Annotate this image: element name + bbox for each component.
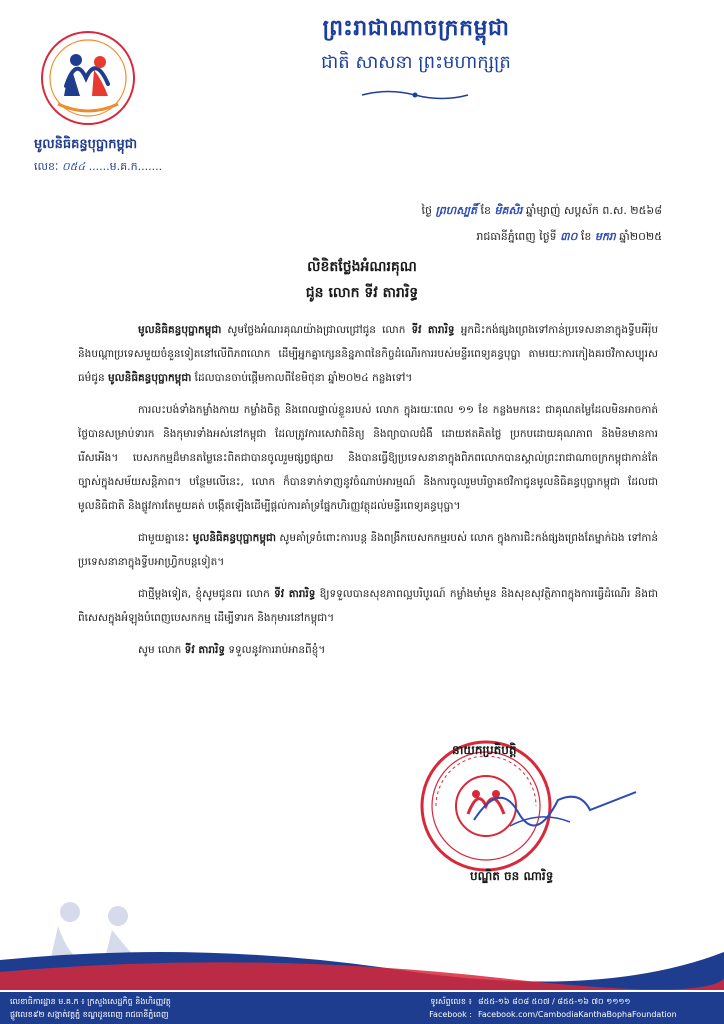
title-line-2: ជូន លោក ទីវ តារារិទ្ធ	[305, 285, 419, 301]
solar-date-line: រាជធានីភ្នំពេញ ថ្ងៃទី ៣០ ខែ មករា ឆ្នាំ២០២៥	[476, 230, 662, 243]
facebook-link[interactable]: Facebook.com/CambodiaKanthaBophaFoundation	[478, 1010, 677, 1019]
paragraph-1: មូលនិធិគន្ធបុប្ផាកម្ពុជា សូមថ្លែងអំណរគុណយ៉ាងជ្រាលជ្រៅជូន លោក ទីវ តារារិទ្ធ អ្នកជិះកង់ផ្សងព្រេងទៅកាន់ប្រទេសនានាក្នុងទ្វីបអឺរ៉ុប និងបណ្តាប្រទេសមួយចំនួនទៀតនៅលើពិភពលោក ដើម្បីអ្នកគ្នាក្សេននិន្នភាពនៃកិច្ចដំណើរការរបស់មន្ទីរពេទ្យគន្ធបុប្ផា តាមរយៈការកៀងគរថវិកាសប្បុរសធម៌ជូន មូលនិធិគន្ធបុប្ផាកម្ពុជា ដែលបានចាប់ផ្តើមកាលពីខែមិថុនា ឆ្នាំ២០២៤ កន្លងទៅ។	[78, 324, 659, 384]
lunar-date-line: ថ្ងៃ ព្រហស្បតិ៍ ខែ មិគសិរ ឆ្នាំម្សាញ់ សប្តស័ក ព.ស. ២៥៦៨	[421, 204, 662, 217]
handwritten-day: ព្រហស្បតិ៍	[435, 204, 477, 217]
reference-number-line	[34, 160, 162, 176]
paragraph-3: ជាមួយគ្នានេះ មូលនិធិគន្ធបុប្ផាកម្ពុជា សូមគាំទ្រចំពោះការបន្ត និងពង្រីកបេសកកម្មរបស់ លោក ក្នុងការជិះកង់ផ្សងព្រេងតែម្នាក់ឯង ទៅកាន់ប្រទេសនានាក្នុងទ្វីបអាហ្វ្រិកបន្តទៀត។	[78, 532, 658, 568]
footer-facebook: Facebook : Facebook.com/CambodiaKanthaBophaFoundation	[429, 1010, 677, 1019]
paragraph-4: ជាថ្មីម្តងទៀត, ខ្ញុំសូមជូនពរ លោក ទីវ តារារិទ្ធ ឱ្យទទួលបានសុខភាពល្អបរិបូរណ៍ កម្លាំងមាំមួន និងសុខសុវត្ថិភាពក្នុងការធ្វើដំណើរ និងជាពិសេសក្នុងអំឡុងបំពេញបេសកកម្ម ដើម្បីទារក និងកុមារនៅកម្ពុជា។	[78, 588, 658, 624]
handwritten-signature	[470, 770, 640, 840]
footer-bar	[0, 992, 724, 1024]
footer-address: លេខាធិការដ្ឋាន ម.គ.ក ៖ ក្រសួងសេដ្ឋកិច្ច និងហិរញ្ញវត្ថុ ផ្លូវលេខ៩២ សង្កាត់វត្តភ្នំ ខណ្ឌដូនពេញ រាជធានីភ្នំពេញ	[10, 997, 171, 1019]
header-flourish	[360, 88, 470, 102]
title-line-1: លិខិតថ្លែងអំណរគុណ	[307, 259, 417, 275]
handwritten-month: មិគសិរ	[494, 204, 523, 217]
national-motto: ជាតិ សាសនា ព្រះមហាក្សត្រ	[321, 52, 511, 73]
footer-phone: ទូរស័ព្ទលេខ ៖ ៨៥៥-១៦ ៨០៨ ៥០៧ / ៨៥៥-១៦ ៧០ ១១១១	[430, 997, 631, 1006]
signatory-name: បណ្ឌិត ចន ណារិទ្ធ	[470, 869, 554, 883]
ref-number: ០៥៤	[61, 160, 86, 173]
kingdom-name: ព្រះរាជាណាចក្រកម្ពុជា	[322, 16, 510, 41]
national-header	[236, 14, 596, 77]
paragraph-2: ការលះបង់ទាំងកម្លាំងកាយ កម្លាំងចិត្ត និងពេលផ្ទាល់ខ្លួនរបស់ លោក ក្នុងរយៈពេល ១១ ខែ កន្លងមកនេះ ជាគុណតម្លៃដែលមិនអាចកាត់ថ្លៃបានសម្រាប់ទារក និងកុមារទាំងអស់នៅកម្ពុជា ដែលត្រូវការសេវាពិនិត្យ និងព្យាបាលជំងឺ ដោយឥតគិតថ្លៃ ប្រកបដោយគុណភាព និងមិនមានការរើសអើង។ បេសកកម្មដ៏មានតម្លៃនេះពិតជាបានចូលរួមផ្សព្វផ្សាយ និងបានធ្វើឱ្យប្រទេសនានាក្នុងពិភពលោកបានស្គាល់ព្រះរាជាណាចក្រកម្ពុជាកាន់តែច្បាស់ក្នុងសម័យសន្តិភាព។ បន្ថែមលើនេះ, លោក ក៏បានទាក់ទាញនូវចំណាប់អារម្មណ៍ និងការចូលរួមបរិច្ចាគថវិកាជូនមូលនិធិគន្ធបុប្ផាកម្ពុជា ដែលជាមូលនិធិជាតិ និងផ្លូវការតែមួយគត់ បង្កើតឡើងដើម្បីផ្តល់ការគាំទ្រផ្នែកហិរញ្ញវត្ថុដល់មន្ទីរពេទ្យគន្ធបុប្ផា។	[78, 404, 658, 512]
letter-title	[0, 254, 724, 306]
org-name: មូលនិធិគន្ធបុប្ផាកម្ពុជា	[34, 137, 138, 152]
foundation-logo	[36, 26, 140, 130]
signatory-role: នាយកប្រតិបត្តិ	[452, 743, 517, 757]
footer-contacts	[412, 995, 712, 1021]
date-block	[242, 198, 662, 250]
letter-body	[78, 318, 658, 670]
footer-decoration	[0, 890, 724, 990]
ref-suffix: ......ម.គ.ក.......	[88, 160, 163, 173]
paragraph-5: សូម លោក ទីវ តារារិទ្ធ ទទួលនូវការរាប់អានពីខ្ញុំ។	[138, 644, 326, 656]
ref-label: លេខៈ	[34, 160, 59, 173]
